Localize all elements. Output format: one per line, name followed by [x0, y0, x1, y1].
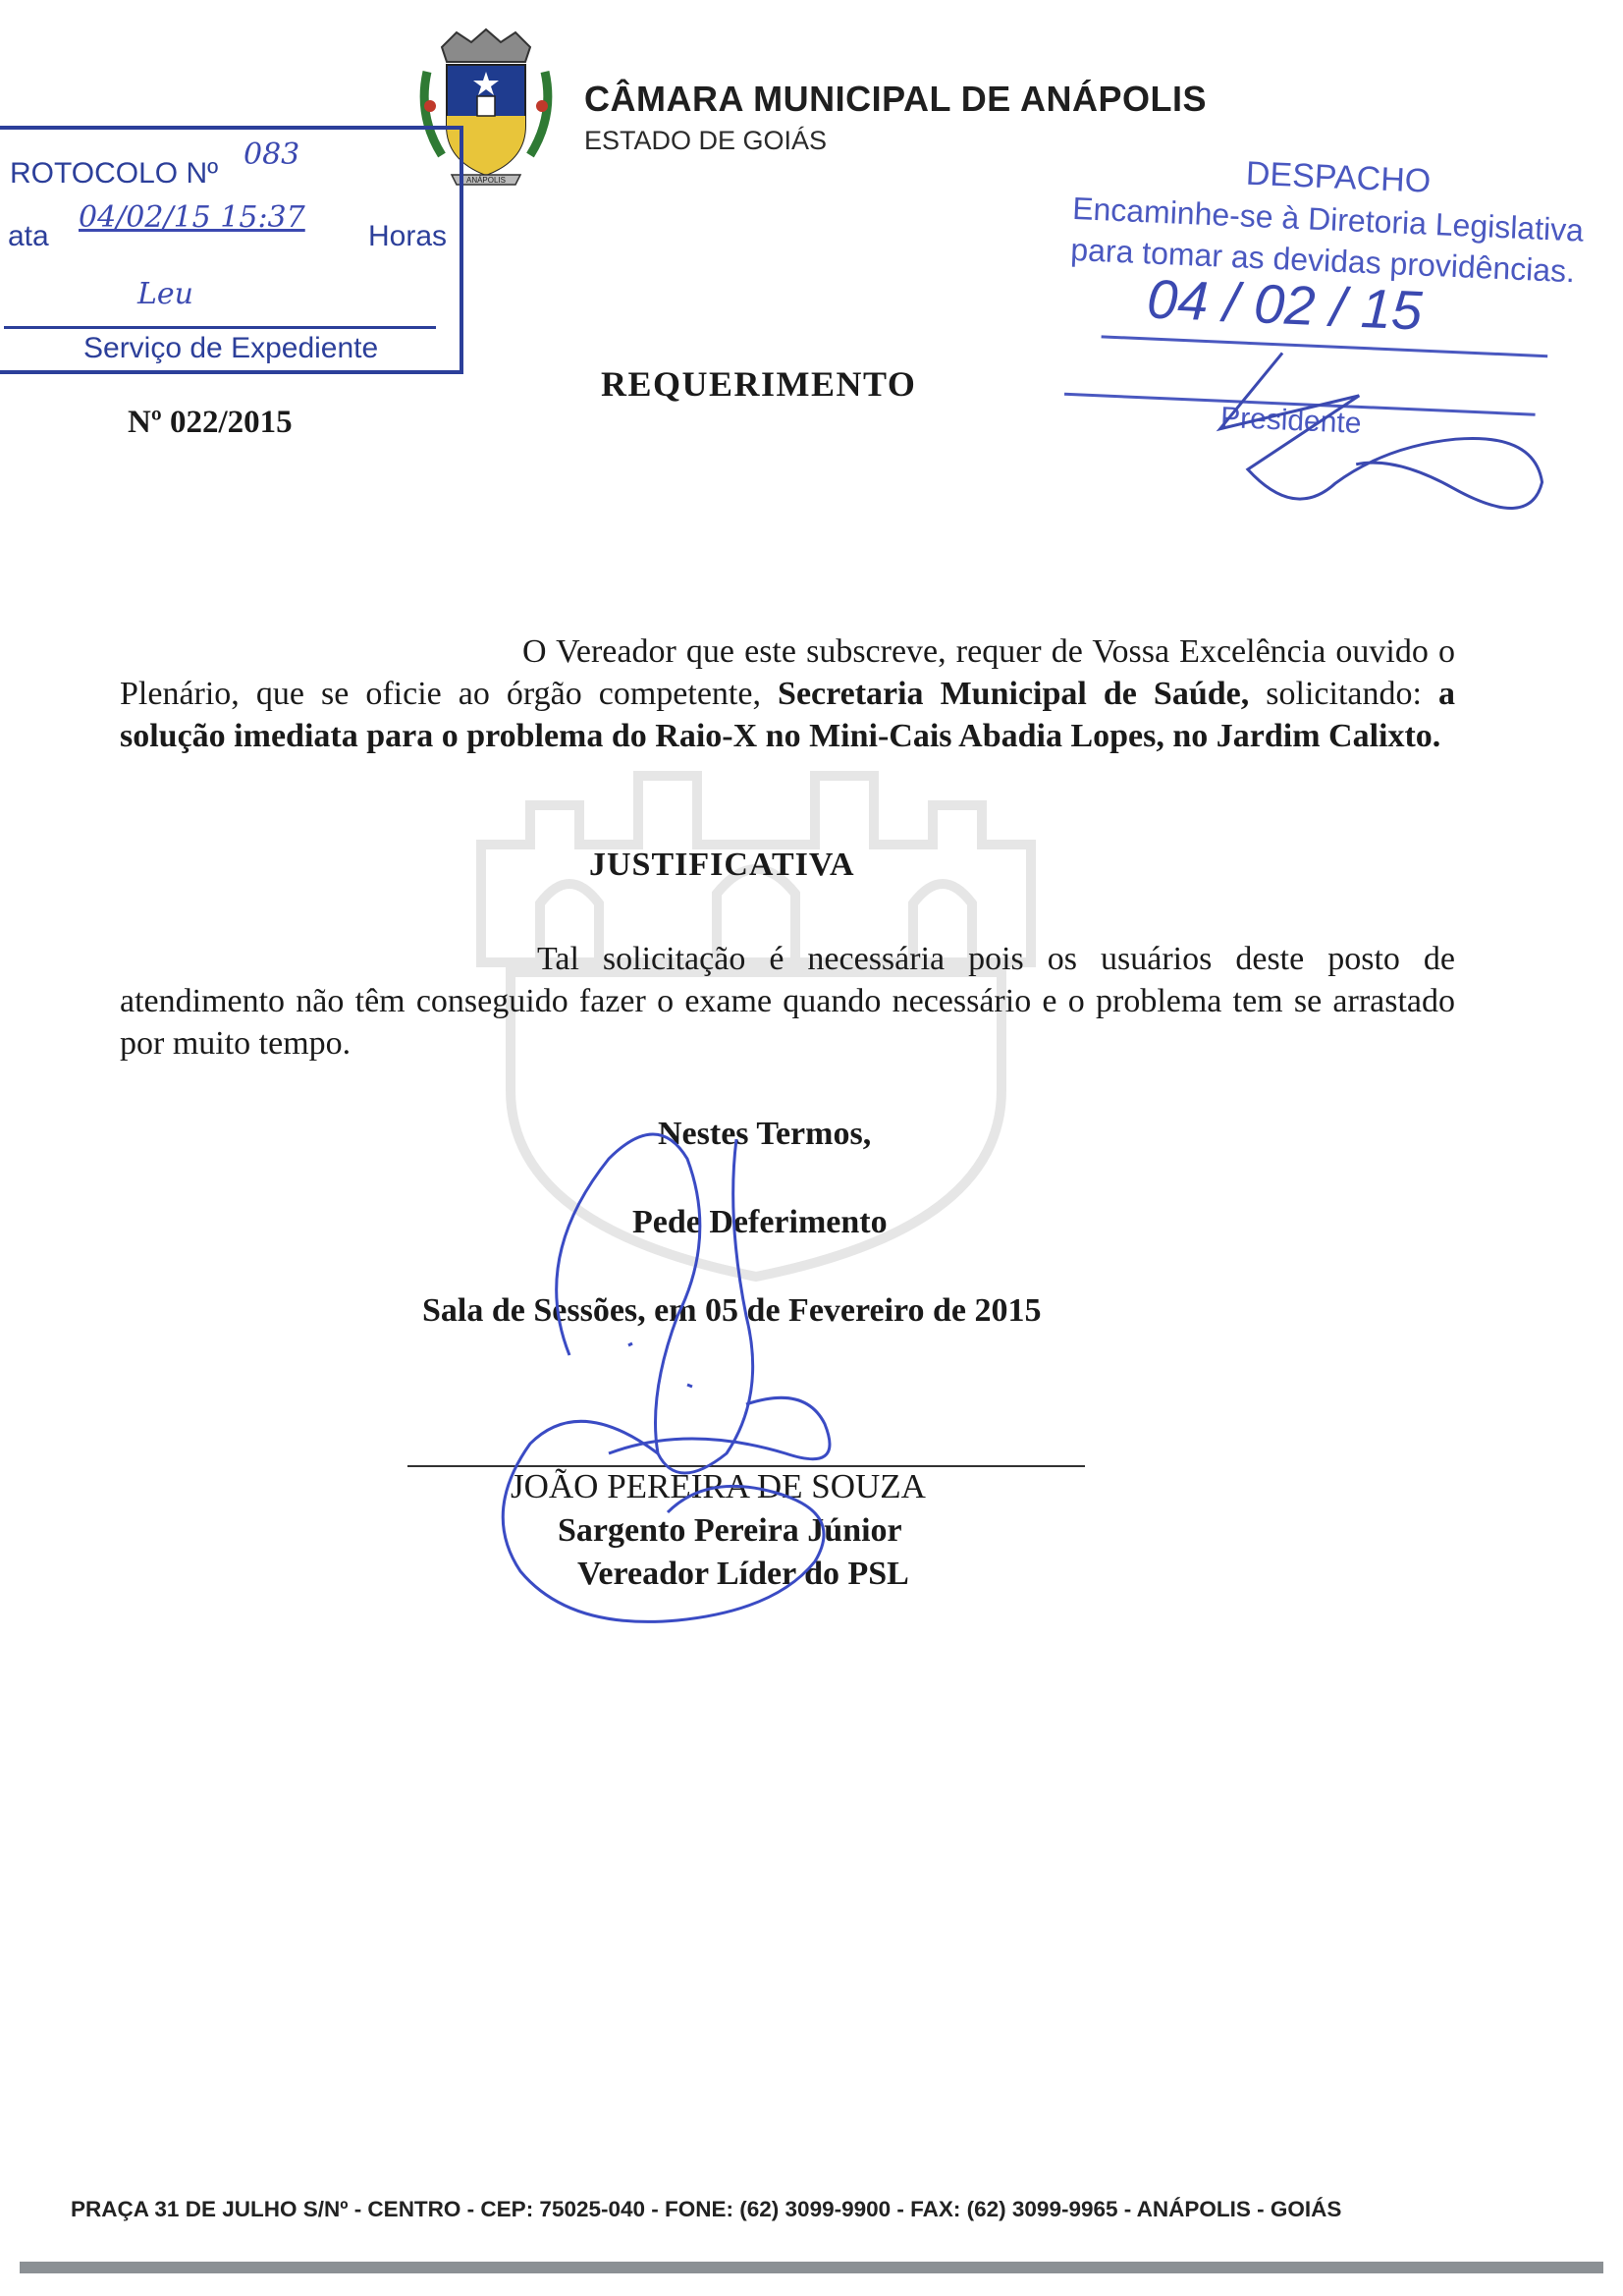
- protocol-time-unit: Horas: [368, 220, 448, 252]
- justification-title: JUSTIFICATIVA: [589, 847, 855, 883]
- signer-alias: Sargento Pereira Júnior: [558, 1512, 902, 1549]
- protocol-date-value: 04/02/15 15:37: [79, 200, 305, 235]
- handwritten-signature-icon: [452, 1100, 923, 1630]
- service-label: Serviço de Expediente: [83, 332, 379, 364]
- footer-address: PRAÇA 31 DE JULHO S/Nº - CENTRO - CEP: 75025-040 - FONE: (62) 3099-9900 - FAX: (62) 3099-9965 - ANÁPOLIS - GOIÁS: [71, 2197, 1342, 2221]
- signer-name: JOÃO PEREIRA DE SOUZA: [511, 1467, 926, 1505]
- closing-place-date: Sala de Sessões, em 05 de Fevereiro de 2015: [422, 1292, 1042, 1329]
- body-text-part2: solicitando:: [1249, 676, 1438, 712]
- footer-bar: [20, 2262, 1603, 2273]
- despacho-date: 04 / 02 / 15: [1145, 267, 1424, 342]
- justification-text: Tal solicitação é necessária pois os usuários deste posto de atendimento não têm conseguido fazer o exame quando necessário e o problema tem se arrastado por muito tempo.: [120, 941, 1455, 1062]
- closing-line-1: Nestes Termos,: [658, 1116, 872, 1152]
- despacho-instruction-line1: Encaminhe-se à Diretoria Legislativa: [1071, 190, 1585, 248]
- organization-name: CÂMARA MUNICIPAL DE ANÁPOLIS: [584, 79, 1207, 119]
- closing-line-2: Pede Deferimento: [632, 1204, 888, 1240]
- protocol-stamp: [0, 126, 463, 374]
- document-title: REQUERIMENTO: [601, 364, 917, 404]
- stamp-initials-signature: Leu: [137, 277, 193, 311]
- body-text-part1: O Vereador que este subscreve, requer de Vossa Excelência ouvido o Plenário, que se oficie ao órgão competente,: [120, 633, 1455, 712]
- request-body: [120, 630, 1455, 757]
- signer-role: Vereador Líder do PSL: [577, 1556, 909, 1592]
- body-text-bold1: Secretaria Municipal de Saúde,: [778, 676, 1250, 712]
- organization-state: ESTADO DE GOIÁS: [584, 126, 828, 155]
- request-number: Nº 022/2015: [128, 405, 293, 440]
- despacho-title: DESPACHO: [1245, 154, 1432, 200]
- president-signature-icon: [1158, 318, 1578, 532]
- protocol-number-value: 083: [243, 137, 300, 172]
- protocol-number-label: ROTOCOLO Nº: [10, 157, 219, 190]
- crest-text: ANÁPOLIS: [465, 176, 507, 185]
- despacho-stamp: [1059, 147, 1604, 523]
- despacho-instruction-line2: para tomar as devidas providências.: [1069, 231, 1576, 290]
- despacho-role: Presidente: [1219, 401, 1363, 440]
- stamp-divider: [4, 326, 436, 329]
- protocol-date-label: ata: [8, 220, 49, 252]
- body-text-bold2: a solução imediata para o problema do Raio-X no Mini-Cais Abadia Lopes, no Jardim Calixto.: [120, 676, 1455, 754]
